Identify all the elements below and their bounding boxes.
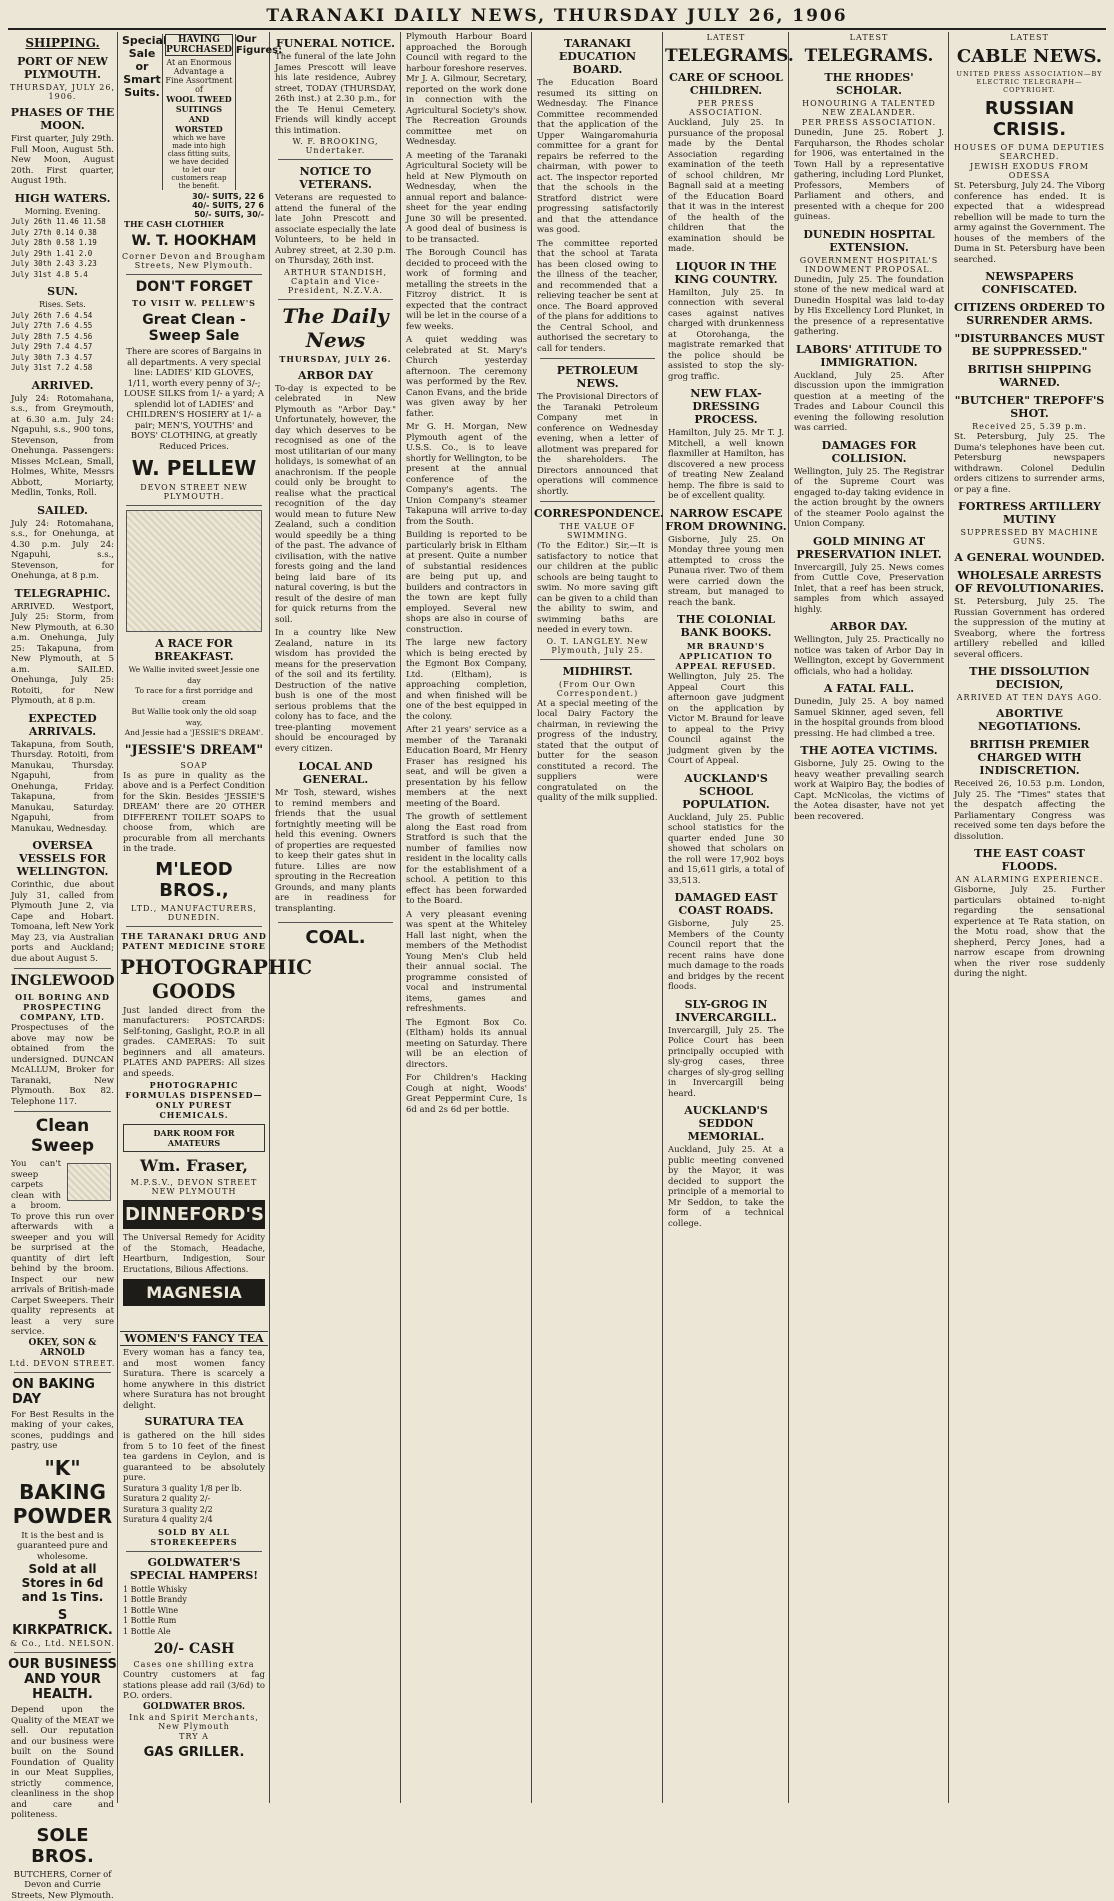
midhirst-text: At a special meeting of the local Dairy Factory the chairman, in reviewing the progress of the industry, stated that the output of butter for the season constituted a record. The suppliers were congratulated on the quality of the milk supplied.: [537, 699, 658, 804]
dark-room-notice: DARK ROOM FOR AMATEURS: [123, 1124, 265, 1152]
sailed-text: July 24: Rotomahana, s.s., for Onehunga, at 4.30 p.m. July 24: Ngapuhi, s.s., Stevenson, for Onehunga, at 8 p.m.: [11, 519, 114, 582]
masthead-rule: [8, 28, 1106, 30]
column-7: [791, 32, 947, 1803]
hookham-address: Corner Devon and Brougham Streets, New Plymouth.: [120, 252, 268, 270]
gas-griller: GAS GRILLER.: [120, 1745, 268, 1760]
suratura-prices: Suratura 3 quality 1/8 per lb. Suratura 2 quality 2/- Suratura 3 quality 2/2 Suratura 4 quality 2/4: [123, 1484, 265, 1526]
veterans-signature: ARTHUR STANDISH, Captain and Vice-President, N.Z.V.A.: [272, 268, 399, 295]
gold-mining-heading: GOLD MINING AT PRESERVATION INLET.: [791, 535, 947, 561]
correspondence-text: (To the Editor.) Sir,—It is satisfactory to notice that our children at the public schools are being taught to swim. No more saving gift can be given to a child than the ability to swim, and swimming baths are needed in every town.: [537, 541, 658, 636]
midhirst-subheading: (From Our Own Correspondent.): [534, 680, 661, 698]
flax-heading: NEW FLAX-DRESSING PROCESS.: [665, 387, 787, 426]
correspondence-subheading: THE VALUE OF SWIMMING.: [534, 522, 661, 540]
telegraphic-heading: TELEGRAPHIC.: [8, 587, 117, 600]
suratura-text: is gathered on the hill sides from 5 to 10 feet of the finest tea gardens in Ceylon, and is guaranteed to be absolutely pure.: [123, 1431, 265, 1484]
divider: [278, 922, 393, 923]
column-8: [951, 32, 1108, 1803]
baking-price: Sold at all Stores in 6d and 1s Tins.: [8, 1562, 117, 1604]
funeral-text: The funeral of the late John James Prescott will leave his late residence, Aubrey street, TODAY (THURSDAY, 26th inst.) at 2.30 p.m., for the Te Henui Cemetery. Friends will kindly accept this intimation.: [275, 52, 396, 136]
column-6: [665, 32, 787, 1803]
education-board-heading: TARANAKI EDUCATION BOARD.: [534, 37, 661, 76]
column-rule: [117, 32, 118, 1803]
clean-sweep-address: Ltd. DEVON STREET.: [8, 1359, 117, 1368]
veterans-text: Veterans are requested to attend the funeral of the late John Prescott and associate especially the late Volunteers, to be held in Aubrey street, at 2.30 p.m. on Thursday, 26th inst.: [275, 193, 396, 267]
aotea-text: Gisborne, July 25. Owing to the heavy weather prevailing search work at Waipiro Bay, the bodies of Capt. McNicolas, the victims of the Aotea disaster, have not yet been recovered.: [794, 759, 944, 822]
divider: [14, 1652, 111, 1653]
duma-searched: HOUSES OF DUMA DEPUTIES SEARCHED.: [951, 143, 1108, 161]
kirkpatrick-address: & Co., Ltd. NELSON.: [8, 1639, 117, 1648]
funeral-signature: W. F. BROOKING, Undertaker.: [272, 137, 399, 155]
column-1: [8, 32, 117, 1803]
dissolution-heading: THE DISSOLUTION DECISION,: [951, 665, 1108, 691]
jessies-dream-heading: "JESSIE'S DREAM": [120, 743, 268, 758]
pellew-address: DEVON STREET NEW PLYMOUTH.: [120, 483, 268, 501]
clean-sweep-heading: Clean Sweep: [8, 1116, 117, 1156]
liquor-heading: LIQUOR IN THE KING COUNTRY.: [665, 260, 787, 286]
mcleod-address: LTD., MANUFACTURERS, DUNEDIN.: [120, 904, 268, 922]
jewish-exodus: JEWISH EXODUS FROM ODESSA: [951, 162, 1108, 180]
moon-text: First quarter, July 29th. Full Moon, August 5th. New Moon, August 20th. First quarter, August 19th.: [11, 134, 114, 187]
east-coast-floods-heading: THE EAST COAST FLOODS.: [951, 847, 1108, 873]
inglewood-text: Prospectuses of the above may now be obtained from the undersigned. DUNCAN McALLUM, Broker for Taranaki, New Plymouth. Box 82. Telephone 117.: [11, 1023, 114, 1107]
disturbances-heading: "DISTURBANCES MUST BE SUPPRESSED.": [951, 332, 1108, 358]
hookham-firm: W. T. HOOKHAM: [120, 233, 268, 249]
sun-columns: Rises. Sets.: [11, 300, 114, 311]
inglewood-heading: INGLEWOOD: [8, 973, 117, 989]
sun-table: July 26th 7.6 4.54 July 27th 7.6 4.55 July 28th 7.5 4.56 July 29th 7.4 4.57 July 30th 7.3 4.57 July 31st 7.2 4.58: [11, 311, 114, 374]
dinnefords-text: The Universal Remedy for Acidity of the Stomach, Headache, Heartburn, Indigestion, Sour Eructations, Bilious Affections.: [123, 1233, 265, 1275]
expected-heading: EXPECTED ARRIVALS.: [8, 712, 117, 738]
hospital-text: Dunedin, July 25. The foundation stone of the new medical ward at Dunedin Hospital was laid to-day by His Excellency Lord Plunket, in the presence of a representative gathering.: [794, 275, 944, 338]
column-rule: [788, 32, 789, 1803]
expected-text: Takapuna, from South, Thursday. Rotoiti, from Manukau, Thursday. Ngapuhi, from Onehunga, Friday. Takapuna, from Manukau, Saturday. Ngapuhi, from Manukau, Wednesday.: [11, 740, 114, 835]
suratura-sold: SOLD BY ALL STOREKEEPERS: [120, 1527, 268, 1547]
arrived-text: July 24: Rotomahana, s.s., from Greymouth, at 6.30 a.m. July 24: Ngapuhi, s.s., 900 tons, Stevenson, from Onehunga. Passengers: Misses McLean, Small, Holmes, White, Messrs Abbott, Moriarty, Medlin, Tonks, Roll.: [11, 394, 114, 499]
telegrams-heading: TELEGRAMS.: [665, 46, 787, 66]
photographic-chemicals: PHOTOGRAPHIC FORMULAS DISPENSED—ONLY PUREST CHEMICALS.: [120, 1080, 268, 1120]
dissolution-text: Received 26, 10.53 p.m. London, July 25. The "Times" states that the despatch affecting the Parliamentary Congress was received some ten days before the dissolution.: [954, 779, 1105, 842]
abortive-heading: ABORTIVE NEGOTIATIONS.: [951, 707, 1108, 733]
coal-heading: COAL.: [272, 927, 399, 948]
photographic-goods-heading: PHOTOGRAPHIC GOODS: [120, 955, 268, 1003]
column-4: [403, 32, 530, 1803]
sailed-heading: SAILED.: [8, 504, 117, 517]
dont-forget-heading: DON'T FORGET: [120, 279, 268, 295]
general-wounded-heading: A GENERAL WOUNDED.: [951, 551, 1108, 564]
special-sale-label: Special Sale or Smart Suits.: [122, 34, 163, 190]
dinnefords-banner: DINNEFORD'S: [123, 1200, 265, 1229]
correspondence-heading: CORRESPONDENCE.: [534, 507, 661, 520]
goldwater-heading: GOLDWATER'S SPECIAL HAMPERS!: [120, 1556, 268, 1582]
business-health-heading: OUR BUSINESS AND YOUR HEALTH.: [8, 1657, 117, 1702]
oversea-text: Corinthic, due about July 31, called from Plymouth June 2, via Cape and Hobart. Tomoana, left New York May 23, via Australian ports and Auckland; due about August 5.: [11, 880, 114, 964]
clean-sweep-text: You can't sweep carpets clean with a broom. To prove this run over afterwards with a sweeper and you will be surprised at the quantity of dirt left behind by the broom. Inspect our new arrivals of British-made Carpet Sweepers. Their quality represents at least a very sure service.: [11, 1159, 114, 1338]
shipping-date: THURSDAY, JULY 26, 1906.: [8, 83, 117, 101]
pellew-visit: TO VISIT W. PELLEW'S: [120, 298, 268, 308]
column-rule: [531, 32, 532, 1803]
divider: [540, 358, 655, 359]
drowning-text: Gisborne, July 25. On Monday three young men attempted to cross the Punaua river. Two of them were carried down the stream, but managed to reach the bank.: [668, 535, 784, 609]
trepoff-heading: "BUTCHER" TREPOFF'S SHOT.: [951, 394, 1108, 420]
cash-clothier: THE CASH CLOTHIER: [124, 219, 268, 229]
east-coast-roads-text: Gisborne, July 25. Members of the County Council report that the recent rains have done much damage to the roads and bridges by the recent floods.: [668, 919, 784, 993]
correspondence-signature: O. T. LANGLEY. New Plymouth, July 25.: [534, 637, 661, 655]
russian-crisis-heading: RUSSIAN CRISIS.: [951, 98, 1108, 140]
braund-heading: MR BRAUND'S APPLICATION TO APPEAL REFUSED.: [665, 641, 787, 671]
fraser-firm: Wm. Fraser,: [120, 1156, 268, 1175]
arbor-day-text-2: In a country like New Zealand, nature in its wisdom has provided the means for the preservation of the soil and its fertility. Destruction of the native bush is one of the most serious problems that the colony has to face, and the tree-planting movement should be encouraged by every citizen.: [275, 628, 396, 754]
baking-text: For Best Results in the making of your cakes, scones, puddings and pastry, use: [11, 1410, 114, 1452]
drowning-heading: NARROW ESCAPE FROM DROWNING.: [665, 507, 787, 533]
sly-grog-heading: SLY-GROG IN INVERCARGILL.: [665, 998, 787, 1024]
russian-crisis-text-2: St. Petersburg, July 25. The Duma's telephones have been cut. Petersburg newspapers withdrawn. Colonel Dedulin orders citizens to surrender arms, or pay a fine.: [954, 432, 1105, 495]
auckland-school-heading: AUCKLAND'S SCHOOL POPULATION.: [665, 772, 787, 811]
fancy-tea-text: Every woman has a fancy tea, and most women fancy Suratura. There is scarcely a home anywhere in this district where Suratura has not brought delight.: [123, 1348, 265, 1411]
having-purchased-heading: HAVING PURCHASED: [165, 34, 233, 56]
latest-label: LATEST: [951, 33, 1108, 42]
east-coast-floods-text: Gisborne, July 25. Further particulars obtained to-night regarding the sensational experience at Te Rata station, on the Motu road, show that the shepherd, Percy Jones, had a narrow escape from drowning when the river rose suddenly during the night.: [954, 885, 1105, 980]
news-paragraph: The Egmont Box Co. (Eltham) holds its annual meeting on Saturday. There will be an election of directors.: [406, 1018, 527, 1071]
latest-label: LATEST: [665, 33, 787, 42]
goldwater-text: Country customers at fag stations please add rail (3/6d) to P.O. orders.: [123, 1670, 265, 1702]
cable-news-subheading: UNITED PRESS ASSOCIATION—BY ELECTRIC TELEGRAPH—COPYRIGHT.: [951, 70, 1108, 94]
hookham-advert: [122, 34, 266, 190]
moon-heading: PHASES OF THE MOON.: [8, 106, 117, 132]
baking-powder-brand: "K" BAKING POWDER: [8, 1456, 117, 1528]
high-waters-columns: Morning. Evening.: [11, 207, 114, 218]
veterans-heading: NOTICE TO VETERANS.: [272, 165, 399, 191]
having-purchased-text: At an Enormous Advantage a Fine Assortment of: [165, 58, 233, 94]
carpet-sweeper-illustration: [67, 1163, 111, 1201]
sole-bros-address: BUTCHERS, Corner of Devon and Currie Streets, New Plymouth.: [11, 1870, 114, 1901]
divider: [278, 159, 393, 160]
school-children-text: Auckland, July 25. In pursuance of the proposal made by the Dental Association regarding examination of the teeth of school children, Mr Bagnall said at a meeting of the Education Board that it was in the interest of the health of the children that the examination should be made.: [668, 118, 784, 255]
drug-store-heading: THE TARANAKI DRUG AND PATENT MEDICINE STORE: [120, 931, 268, 951]
colonial-bank-heading: THE COLONIAL BANK BOOKS.: [665, 613, 787, 639]
port-heading: PORT OF NEW PLYMOUTH.: [8, 55, 117, 81]
press-association-label: PER PRESS ASSOCIATION.: [665, 99, 787, 117]
rhodes-text: Dunedin, June 25. Robert J. Farquharson, the Rhodes scholar for 1906, was entertained in the Town Hall by a representative gathering, including Lord Plunket, Professors, Members of Parliament and others, and presented with a cheque for 200 guineas.: [794, 128, 944, 223]
news-paragraph: Plymouth Harbour Board approached the Borough Council with regard to the harbour foreshore reserves. Mr J. A. Gilmour, Secretary, reported on the work done in connection with the Agricultural Society's show. The Recreation Grounds committee met on Wednesday.: [406, 32, 527, 148]
pellew-sale-text: There are scores of Bargains in all departments. A very special line: LADIES' KID GLOVES, 1/11, worth every penny of 3/-; LOUSE SILKS from 1/- a yard; A splendid lot of LADIES' and CHILDREN'S HOSIERY at 1/- a pair; MEN'S, YOUTHS' and BOYS' CLOTHING, at greatly Reduced Prices.: [123, 347, 265, 452]
telegrams-heading: TELEGRAMS.: [791, 46, 947, 66]
local-general-text: Mr Tosh, steward, wishes to remind members and friends that the usual fortnightly meeting will be held this evening. Owners of properties are requested to keep their gates shut in future. Lilies are now sprouting in the Recreation Grounds, and many plants are in readiness for transplanting.: [275, 788, 396, 914]
goldwater-firm: GOLDWATER BROS.: [120, 1702, 268, 1712]
fraser-address: M.P.S.V., DEVON STREET NEW PLYMOUTH: [120, 1178, 268, 1196]
seddon-memorial-heading: AUCKLAND'S SEDDON MEMORIAL.: [665, 1104, 787, 1143]
premier-heading: BRITISH PREMIER CHARGED WITH INDISCRETION.: [951, 738, 1108, 777]
our-figures-label: Our Figures:: [235, 34, 272, 190]
latest-label: LATEST: [791, 33, 947, 42]
rhodes-heading: THE RHODES' SCHOLAR.: [791, 71, 947, 97]
telegraphic-text: ARRIVED. Westport, July 25: Storm, from New Plymouth, at 6.30 a.m. Onehunga, July 25: Takapuna, from New Plymouth, at 5 a.m. SAILED. Onehunga, July 25: Rotoiti, for New Plymouth, at 8 p.m.: [11, 602, 114, 707]
suratura-heading: SURATURA TEA: [120, 1415, 268, 1428]
divider: [14, 1111, 111, 1112]
high-waters-table: July 26th 11.46 11.58 July 27th 0.14 0.38 July 28th 0.58 1.19 July 29th 1.41 2.0 July 30th 2.43 3.23 July 31st 4.8 5.4: [11, 217, 114, 280]
news-paragraph: A meeting of the Taranaki Agricultural Society will be held at New Plymouth on Wednesday, when the annual report and balance-sheet for the year ending June 30 will be presented. A good deal of business is to be transacted.: [406, 151, 527, 246]
seddon-memorial-text: Auckland, July 25. At a public meeting convened by the Mayor, it was decided to support the principle of a memorial to Mr Seddon, to take the form of a technical college.: [668, 1145, 784, 1229]
wool-tweed-line: WOOL TWEED SUITINGS AND WORSTED: [165, 94, 233, 134]
sun-heading: SUN.: [8, 285, 117, 298]
goldwater-address: Ink and Spirit Merchants, New Plymouth: [120, 1713, 268, 1731]
petroleum-heading: PETROLEUM NEWS.: [534, 364, 661, 390]
liquor-text: Hamilton, July 25. In connection with several cases against natives charged with drunkenness at Otorohanga, the magistrate remarked that the police should be assisted to stop the sly-grog traffic.: [668, 288, 784, 383]
collision-heading: DAMAGES FOR COLLISION.: [791, 439, 947, 465]
news-paragraph: Mr G. H. Morgan, New Plymouth agent of the U.S.S. Co., is to leave shortly for Wellington, to be present at the annual conference of the Company's agents. The Union Company's steamer Takapuna will arrive to-day from the South.: [406, 422, 527, 527]
oversea-heading: OVERSEA VESSELS FOR WELLINGTON.: [8, 839, 117, 878]
braund-text: Wellington, July 25. The Appeal Court this afternoon gave judgment on the application by Victor M. Braund for leave to appeal to the Privy Council against the judgment given by the Court of Appeal.: [668, 672, 784, 767]
received-time: Received 25, 5.39 p.m.: [951, 422, 1108, 431]
breakfast-race-illustration: [126, 510, 262, 632]
divider: [540, 501, 655, 502]
news-paragraph: After 21 years' service as a member of the Taranaki Education Board, Mr Henry Fraser has resigned his seat, and will be given a presentation by his fellow members at the next meeting of the Board.: [406, 725, 527, 809]
suit-prices: 30/- SUITS, 22 6 40/- SUITS, 27 6 50/- SUITS, 30/-: [120, 192, 264, 219]
fancy-tea-heading: WOMEN'S FANCY TEA: [120, 1331, 268, 1346]
press-association-label: PER PRESS ASSOCIATION.: [791, 118, 947, 127]
divider: [278, 299, 393, 300]
divider: [14, 968, 111, 969]
arrived-heading: ARRIVED.: [8, 379, 117, 392]
collision-text: Wellington, July 25. The Registrar of the Supreme Court was engaged to-day taking evidence in the action brought by the owners of the steamer Poolo against the Union Company.: [794, 467, 944, 530]
fortress-heading: FORTRESS ARTILLERY MUTINY: [951, 500, 1108, 526]
funeral-heading: FUNERAL NOTICE.: [272, 37, 399, 50]
news-paragraph: The large new factory which is being erected by the Egmont Box Company, Ltd. (Eltham), is approaching completion, and when finished will be one of the best equipped in the colony.: [406, 638, 527, 722]
divider: [126, 274, 262, 275]
jessies-dream-sub: SOAP: [120, 761, 268, 770]
daily-news-banner: The Daily News: [272, 304, 399, 352]
goldwater-price: 20/- CASH: [120, 1641, 268, 1657]
column-5: [534, 32, 661, 1803]
pellew-firm: W. PELLEW: [120, 456, 268, 480]
dissolution-subheading: ARRIVED AT TEN DAYS AGO.: [951, 693, 1108, 702]
east-coast-roads-heading: DAMAGED EAST COAST ROADS.: [665, 891, 787, 917]
arbor-day-telegram-text: Wellington, July 25. Practically no notice was taken of Arbor Day in Wellington, except by Government officials, who had a holiday.: [794, 635, 944, 677]
divider: [126, 926, 262, 927]
british-shipping-heading: BRITISH SHIPPING WARNED.: [951, 363, 1108, 389]
divider: [540, 659, 655, 660]
fatal-fall-heading: A FATAL FALL.: [791, 682, 947, 695]
petroleum-text: The Provisional Directors of the Taranaki Petroleum Company met in conference on Wednesday evening, when a letter of allotment was prepared for the shareholders. The Directors announced that operations will commence shortly.: [537, 392, 658, 497]
photographic-text: Just landed direct from the manufacturers: POSTCARDS: Self-toning, Gaslight, P.O.P. in all grades. CAMERAS: To suit beginners and all amateurs. PLATES AND PAPERS: All sizes and speeds.: [123, 1006, 265, 1080]
news-paragraph: For Children's Hacking Cough at night, Woods' Great Peppermint Cure, 1s 6d and 2s 6d per bottle.: [406, 1073, 527, 1115]
immigration-heading: LABORS' ATTITUDE TO IMMIGRATION.: [791, 343, 947, 369]
news-paragraph: Building is reported to be particularly brisk in Eltham at present. Quite a number of substantial residences are being put up, and builders and contractors in the town are kept fully employed. Several new shops are also in course of construction.: [406, 530, 527, 635]
goldwater-list: 1 Bottle Whisky 1 Bottle Brandy 1 Bottle Wine 1 Bottle Rum 1 Bottle Ale: [123, 1585, 265, 1638]
column-3: [272, 32, 399, 1803]
auckland-school-text: Auckland, July 25. Public school statistics for the quarter ended June 30 showed that scholars on the roll were 17,902 boys and 15,611 girls, a total of 33,513.: [668, 813, 784, 887]
news-paragraph: The growth of settlement along the East road from Stratford is such that the number of families now resident in the locality calls for the establishment of a school. A petition to this effect has been forwarded to the Board.: [406, 812, 527, 907]
immigration-text: Auckland, July 25. After discussion upon the immigration question at a meeting of the Trades and Labour Council this evening the following resolution was carried.: [794, 371, 944, 434]
newspapers-heading: NEWSPAPERS CONFISCATED.: [951, 270, 1108, 296]
rhodes-subheading: HONOURING A TALENTED NEW ZEALANDER.: [791, 99, 947, 117]
column-rule: [400, 32, 401, 1803]
clean-sweep-firm: OKEY, SON & ARNOLD: [8, 1338, 117, 1358]
arbor-day-telegram-heading: ARBOR DAY.: [791, 620, 947, 633]
business-health-text: Depend upon the Quality of the MEAT we sell. Our reputation and our business were built on the Sound Foundation of Quality in our Meat Supplies, strictly commence, cleanliness in the shop and care and politeness.: [11, 1705, 114, 1821]
wholesale-arrests-heading: WHOLESALE ARRESTS OF REVOLUTIONARIES.: [951, 569, 1108, 595]
gold-mining-text: Invercargill, July 25. News comes from Cuttle Cove, Preservation Inlet, that a reef has been struck, samples from which assayed highly.: [794, 563, 944, 616]
having-purchased-text2: which we have made into high class fitting suits, we have decided to let our customers reap the benefit.: [165, 134, 233, 190]
baking-note: It is the best and is guaranteed pure and wholesome.: [11, 1531, 114, 1563]
breakfast-race-heading: A RACE FOR BREAKFAST.: [120, 637, 268, 663]
news-paragraph: A quiet wedding was celebrated at St. Mary's Church yesterday afternoon. The ceremony was performed by the Rev. Canon Evans, and the bride was given away by her father.: [406, 335, 527, 419]
sly-grog-text: Invercargill, July 25. The Police Court has been principally occupied with sly-grog cases, three charges of sly-grog selling in Invercargill being heard.: [668, 1026, 784, 1100]
cable-news-heading: CABLE NEWS.: [951, 46, 1108, 67]
citizens-heading: CITIZENS ORDERED TO SURRENDER ARMS.: [951, 301, 1108, 327]
aotea-heading: THE AOTEA VICTIMS.: [791, 744, 947, 757]
column-rule: [269, 32, 270, 1803]
midhirst-heading: MIDHIRST.: [534, 665, 661, 678]
local-general-heading: LOCAL AND GENERAL.: [272, 760, 399, 786]
divider: [126, 1551, 262, 1552]
sole-bros-firm: SOLE BROS.: [8, 1825, 117, 1867]
fortress-text: St. Petersburg, July 25. The Russian Government has ordered the suppression of the mutiny at Sveaborg, where the fortress artillery rebelled and killed several officers.: [954, 597, 1105, 660]
masthead: TARANAKI DAILY NEWS, THURSDAY JULY 26, 1906: [0, 6, 1114, 26]
education-board-text: The Education Board resumed its sitting on Wednesday. The Finance Committee recommended that the application of the Upper Waingaromahuria committee for a grant for repairs be referred to the chairman, with power to act. The inspector reported that the schools in the Stratford district were progressing satisfactorily and that the attendance was good.: [537, 78, 658, 236]
education-board-text-2: The committee reported that the school at Tarata has been closed owing to the illness of the teacher, and recommended that a relieving teacher be sent at once. The Board approved of the plans for additions to the Central School, and authorised the secretary to call for tenders.: [537, 239, 658, 355]
machine-guns-subheading: SUPPRESSED BY MACHINE GUNS.: [951, 528, 1108, 546]
gas-griller-try: TRY A: [120, 1732, 268, 1741]
inglewood-subheading: OIL BORING AND PROSPECTING COMPANY, LTD.: [8, 992, 117, 1022]
arbor-day-heading: ARBOR DAY: [272, 369, 399, 382]
mcleod-firm: M'LEOD BROS.,: [120, 859, 268, 901]
column-rule: [948, 32, 949, 1803]
magnesia-banner: MAGNESIA: [123, 1279, 265, 1306]
russian-crisis-text: St. Petersburg, July 24. The Viborg conference has ended. It is expected that a widespread rebellion will be made to turn the army against the Government. The houses of the members of the Duma in St. Petersburg have been searched.: [954, 181, 1105, 265]
hospital-heading: DUNEDIN HOSPITAL EXTENSION.: [791, 228, 947, 254]
fatal-fall-text: Dunedin, July 25. A boy named Samuel Skinner, aged seven, fell in the hospital grounds from blood pressing. He had climbed a tree.: [794, 697, 944, 739]
baking-day-heading: ON BAKING DAY: [12, 1377, 117, 1407]
editorial-date: THURSDAY, JULY 26.: [272, 354, 399, 364]
hospital-subheading: GOVERNMENT HOSPITAL'S INDOWMENT PROPOSAL.: [791, 256, 947, 274]
kirkpatrick-firm: S KIRKPATRICK.: [8, 1608, 117, 1638]
high-waters-heading: HIGH WATERS.: [8, 192, 117, 205]
school-children-heading: CARE OF SCHOOL CHILDREN.: [665, 71, 787, 97]
column-rule: [662, 32, 663, 1803]
clean-sweep-sale-heading: Great Clean - Sweep Sale: [120, 312, 268, 344]
column-2-lower: [120, 1326, 268, 1803]
goldwater-note: Cases one shilling extra: [120, 1660, 268, 1669]
alarming-experience: AN ALARMING EXPERIENCE.: [951, 875, 1108, 884]
flax-text: Hamilton, July 25. Mr T. J. Mitchell, a well known flaxmiller at Hamilton, has discovered a new process of treating New Zealand hemp. The fibre is said to be of excellent quality.: [668, 428, 784, 502]
breakfast-race-verse: We Wallie invited sweet Jessie one day To race for a first porridge and cream But Wallie took only the old soap way, And Jessie had a 'JESSIE'S DREAM'.: [123, 665, 265, 739]
jessies-dream-text: Is as pure in quality as the above and is a Perfect Condition for the Skin. Besides 'JESSIE'S DREAM' there are 20 OTHER DIFFERENT TOILET SOAPS to choose from, which are procurable from all merchants in the trade.: [123, 771, 265, 855]
shipping-heading: SHIPPING.: [8, 36, 117, 50]
news-paragraph: The Borough Council has decided to proceed with the work of forming and metalling the streets in the Fitzroy district. It is expected that the contract will be let in the course of a few weeks.: [406, 248, 527, 332]
arbor-day-text: To-day is expected to be celebrated in New Plymouth as "Arbor Day." Unfortunately, however, the day which deserves to be recognised as one of the most utilitarian of our many holidays, is somewhat of an anachronism. If the people could only be brought to realise what the practical recognition of the day would mean to future New Zealand, such a condition would speedily be a thing of the past. The advance of civilisation, with the native forests going and the land being laid bare of its natural covering, is but the result of the desire of man for quick returns from the soil.: [275, 384, 396, 626]
divider: [126, 505, 262, 506]
news-paragraph: A very pleasant evening was spent at the Whiteley Hall last night, when the members of the Methodist Young Men's Club held their annual social. The programme consisted of vocal and instrumental items, games and refreshments.: [406, 910, 527, 1015]
divider: [14, 1372, 111, 1373]
